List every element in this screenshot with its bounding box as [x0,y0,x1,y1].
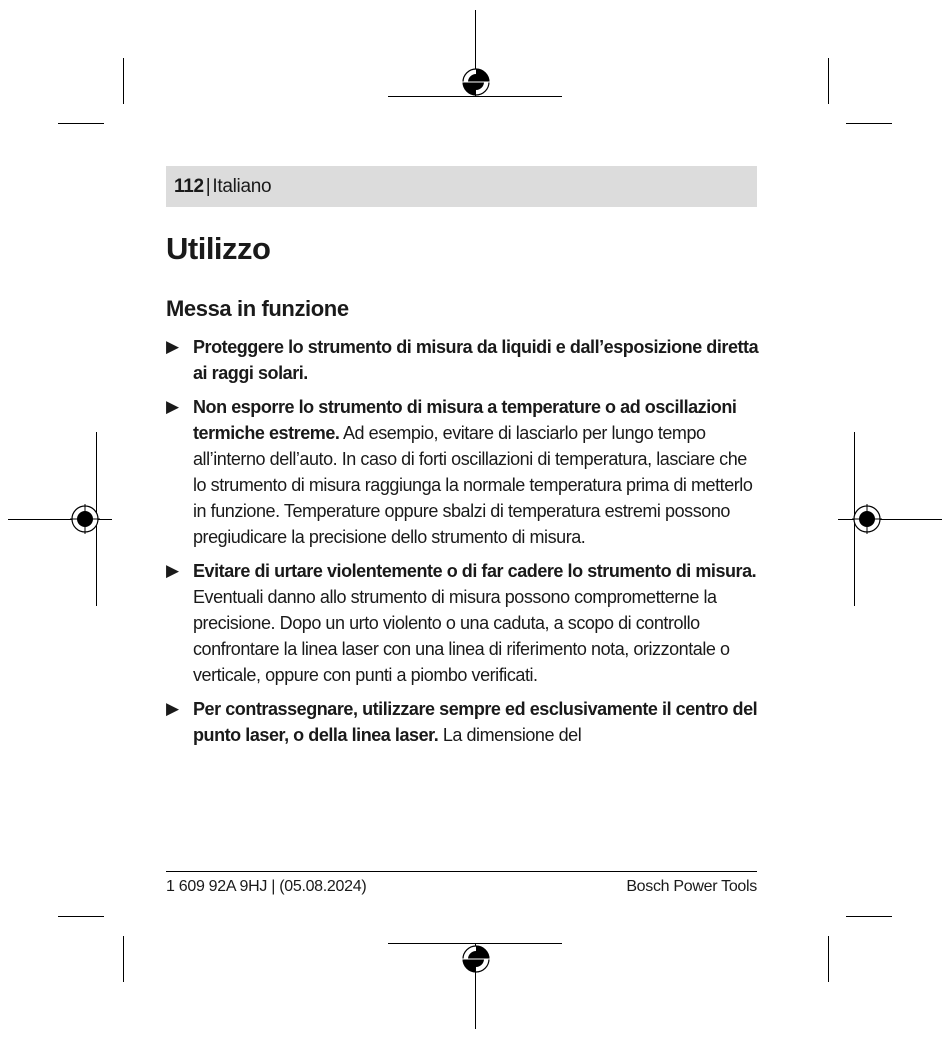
bullet-body-text: Ad esempio, evitare di lasciarlo per lungo tempo all’interno dell’auto. In caso di forti oscillazioni di temperatura, lasciare che lo strumento di misura raggiunga la normale temperatura prima di metterlo in funzione. Temperature oppure sbalzi di temperatura estremi possono pregiudicare la precisione dello strumento di misura. [193,423,753,547]
bullet-bold-text: Non esporre lo strumento di misura a temperature o ad oscillazioni termiche estreme. [193,397,737,443]
header-language: Italiano [212,176,272,197]
list-item [166,696,761,748]
bullet-list [166,334,761,756]
bullet-bold-text: Proteggere lo strumento di misura da liquidi e dall’esposizione diretta ai raggi solari. [193,337,759,383]
crop-mark [828,58,829,104]
bullet-arrow-icon: ▶ [166,397,179,416]
list-item [166,334,761,386]
crop-mark [123,936,124,982]
page-number: 112 [174,176,204,197]
page-title: Utilizzo [166,231,271,266]
bullet-bold-text: Per contrassegnare, utilizzare sempre ed esclusivamente il centro del punto laser, o della linea laser. [193,699,758,745]
registration-target-icon [852,504,882,534]
bullet-bold-text: Evitare di urtare violentemente o di far cadere lo strumento di misura. [193,561,757,581]
bullet-arrow-icon: ▶ [166,699,179,718]
crop-mark [58,123,104,124]
section-title: Messa in funzione [166,296,349,321]
footer-brand: Bosch Power Tools [626,878,757,895]
list-item [166,394,761,550]
header-separator: | [205,176,211,197]
running-header-text [174,176,271,198]
crop-mark [846,123,892,124]
footer-rule [166,871,757,872]
crop-mark [123,58,124,104]
footer-document-id: 1 609 92A 9HJ | (05.08.2024) [166,878,367,895]
bullet-arrow-icon: ▶ [166,337,179,356]
bullet-body-text: Eventuali danno allo strumento di misura possono comprometterne la precisione. Dopo un urto violento o una caduta, a scopo di controllo confrontare la linea laser con una linea di riferimento nota, orizzontale o verticale, oppure con punti a piombo verificati. [193,587,730,685]
bullet-body-text: La dimensione del [438,725,582,745]
registration-target-icon [461,944,491,974]
crop-mark [58,916,104,917]
crop-mark [846,916,892,917]
bullet-arrow-icon: ▶ [166,561,179,580]
registration-target-icon [461,67,491,97]
registration-target-icon [70,504,100,534]
crop-mark [828,936,829,982]
list-item [166,558,761,688]
